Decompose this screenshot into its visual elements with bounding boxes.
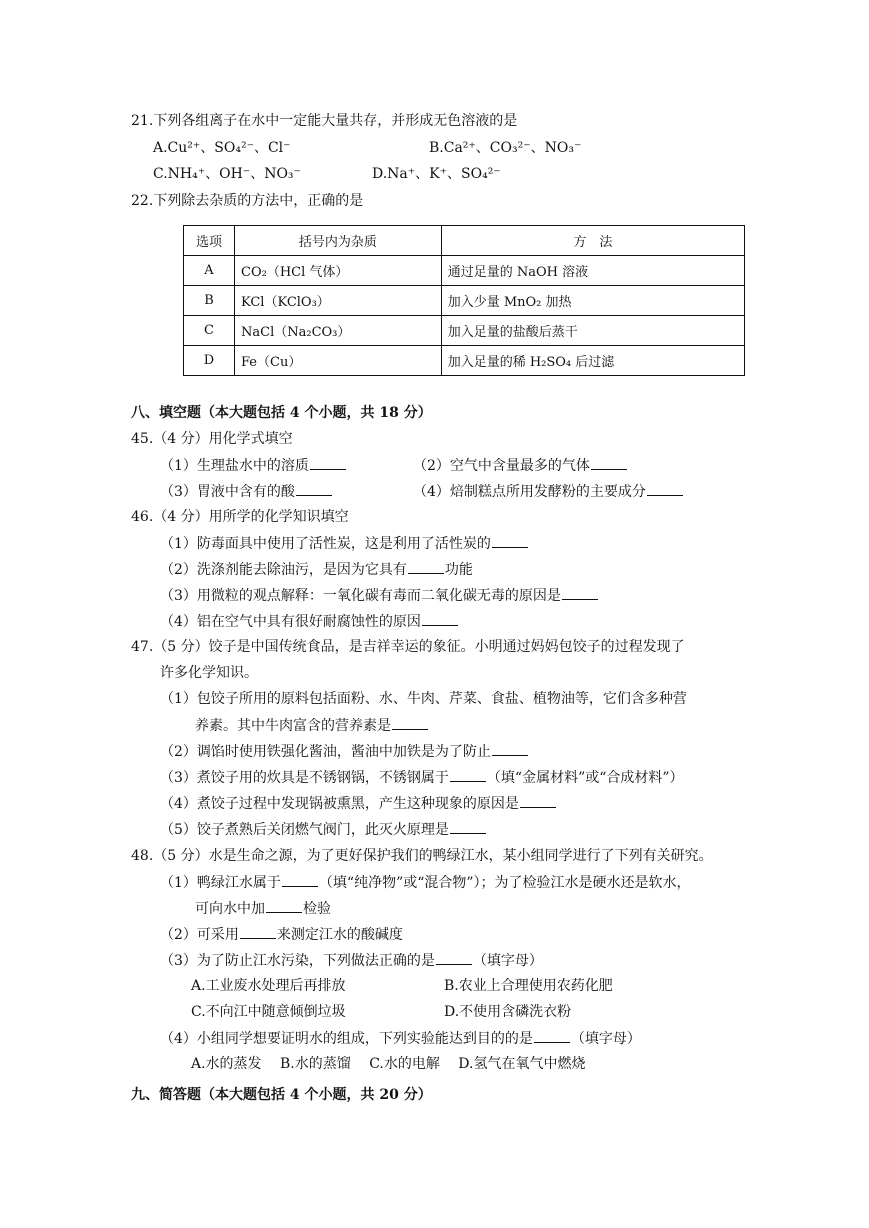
answer-blank[interactable] [647,482,683,496]
q46-item-2-text: （2）洗涤剂能去除油污，是因为它具有 [160,562,407,578]
q45-item-3 [160,482,333,501]
q48-item-3-text: （3）为了防止江水污染，下列做法正确的是 [160,953,435,969]
q48-item-4-options: A.水的蒸发 B.水的蒸馏 C.水的电解 D.氢气在氧气中燃烧 [191,1056,586,1072]
q48-item-3 [160,951,543,970]
table-row [184,256,745,286]
q48-item-1-cont [195,899,331,918]
table-cell: NaCl（Na₂CO₃） [235,316,442,346]
q47-item-4-text: （4）煮饺子过程中发现锅被熏黑，产生这种现象的原因是 [160,796,519,812]
q47-item-5 [160,820,487,839]
answer-blank[interactable] [534,1029,570,1043]
q21-option-a: A.Cu²⁺、SO₄²⁻、Cl⁻ [153,140,291,156]
answer-blank[interactable] [562,586,598,600]
answer-blank[interactable] [492,742,528,756]
table-cell: D [184,346,235,376]
table-row [184,346,745,376]
q47-item-2-text: （2）调馅时使用铁强化酱油，酱油中加铁是为了防止 [160,744,491,760]
q48-item-2 [160,925,403,944]
q45-item-3-text: （3）胃液中含有的酸 [160,484,295,500]
answer-blank[interactable] [266,899,302,913]
q48-item-4-text: （4）小组同学想要证明水的组成，下列实验能达到目的的是 [160,1031,533,1047]
q21-option-b: B.Ca²⁺、CO₃²⁻、NO₃⁻ [429,140,582,156]
q48-item-1-cont-text: 可向水中加 [195,901,265,917]
answer-blank[interactable] [492,534,528,548]
q48-option-a: A.工业废水处理后再排放 [191,978,346,994]
q45-item-4 [413,482,684,501]
q48-item-1-cont-suffix: 检验 [303,901,331,917]
table-header-row [184,226,745,256]
table-cell: CO₂（HCl 气体） [235,256,442,286]
answer-blank[interactable] [310,456,346,470]
q46-item-2-suffix: 功能 [444,562,473,578]
table-header: 括号内为杂质 [235,226,442,256]
table-cell: Fe（Cu） [235,346,442,376]
table-cell: C [184,316,235,346]
q48-item-1-text: （1）鸭绿江水属于 [160,875,281,891]
answer-blank[interactable] [240,925,276,939]
answer-blank[interactable] [436,951,472,965]
q46-title: 46.（4 分）用所学的化学知识填空 [131,509,349,525]
answer-blank[interactable] [520,794,556,808]
q21-option-c: C.NH₄⁺、OH⁻、NO₃⁻ [153,166,301,182]
q21-option-d: D.Na⁺、K⁺、SO₄²⁻ [372,166,501,182]
answer-blank[interactable] [591,456,627,470]
table-cell: B [184,286,235,316]
answer-blank[interactable] [422,612,458,626]
q48-item-4 [160,1029,641,1048]
q46-item-4-text: （4）铝在空气中具有很好耐腐蚀性的原因 [160,614,421,630]
q47-item-3-text: （3）煮饺子用的炊具是不锈钢锅，不锈钢属于 [160,770,449,786]
q45-item-4-text: （4）焙制糕点所用发酵粉的主要成分 [413,484,646,500]
table-header: 方 法 [441,226,744,256]
q45-item-2-text: （2）空气中含量最多的气体 [413,458,590,474]
q47-title: 47.（5 分）饺子是中国传统食品，是吉祥幸运的象征。小明通过妈妈包饺子的过程发现了 [131,639,685,655]
q46-item-1-text: （1）防毒面具中使用了活性炭，这是利用了活性炭的 [160,536,491,552]
section-9-heading: 九、简答题（本大题包括 4 个小题，共 20 分） [131,1087,432,1103]
q46-item-1 [160,534,529,553]
q45-title: 45.（4 分）用化学式填空 [131,431,293,447]
impurity-table [183,225,745,376]
q48-item-2-text: （2）可采用 [160,927,239,943]
q48-item-1 [160,873,691,892]
q48-title: 48.（5 分）水是生命之源，为了更好保护我们的鸭绿江水，某小组同学进行了下列有关研究。 [131,848,713,864]
q47-item-5-text: （5）饺子煮熟后关闭燃气阀门，此灭火原理是 [160,822,449,838]
q47-item-3-suffix: （填“金属材料”或“合成材料”） [486,770,684,786]
answer-blank[interactable] [392,716,428,730]
answer-blank[interactable] [450,820,486,834]
q45-item-1-text: （1）生理盐水中的溶质 [160,458,309,474]
answer-blank[interactable] [408,560,444,574]
q45-item-2 [413,456,628,475]
table-cell: KCl（KClO₃） [235,286,442,316]
table-cell: 加入少量 MnO₂ 加热 [441,286,744,316]
q48-item-3-suffix: （填字母） [472,953,543,969]
q47-item-1-cont [195,716,429,735]
q46-item-2 [160,560,473,579]
answer-blank[interactable] [282,873,318,887]
q48-item-1-rest: （填“纯净物”或“混合物”）；为了检验江水是硬水还是软水， [318,875,691,891]
q46-item-4 [160,612,459,631]
table-cell: 加入足量的盐酸后蒸干 [441,316,744,346]
q47-title-cont: 许多化学知识。 [160,665,258,681]
q48-item-2-suffix: 来测定江水的酸碱度 [276,927,403,943]
table-cell: A [184,256,235,286]
q47-item-4 [160,794,557,813]
q22-title: 22.下列除去杂质的方法中，正确的是 [131,193,364,209]
q45-item-1 [160,456,347,475]
table-header: 选项 [184,226,235,256]
q46-item-3 [160,586,599,605]
table-row [184,316,745,346]
q47-item-3 [160,768,684,787]
table-cell: 加入足量的稀 H₂SO₄ 后过滤 [441,346,744,376]
q47-item-2 [160,742,529,761]
table-cell: 通过足量的 NaOH 溶液 [441,256,744,286]
answer-blank[interactable] [450,768,486,782]
q47-item-1: （1）包饺子所用的原料包括面粉、水、牛肉、芹菜、食盐、植物油等，它们含多种营 [160,691,687,707]
q46-item-3-text: （3）用微粒的观点解释：一氧化碳有毒而二氧化碳无毒的原因是 [160,588,561,604]
answer-blank[interactable] [296,482,332,496]
q48-option-d: D.不使用含磷洗衣粉 [444,1004,572,1020]
q48-item-4-suffix: （填字母） [570,1031,641,1047]
q21-title: 21.下列各组离子在水中一定能大量共存，并形成无色溶液的是 [131,113,518,129]
section-8-heading: 八、填空题（本大题包括 4 个小题，共 18 分） [131,405,432,421]
q47-item-1-text: 养素。其中牛肉富含的营养素是 [195,718,391,734]
q48-option-b: B.农业上合理使用农药化肥 [444,978,613,994]
q48-option-c: C.不向江中随意倾倒垃圾 [191,1004,346,1020]
table-row [184,286,745,316]
